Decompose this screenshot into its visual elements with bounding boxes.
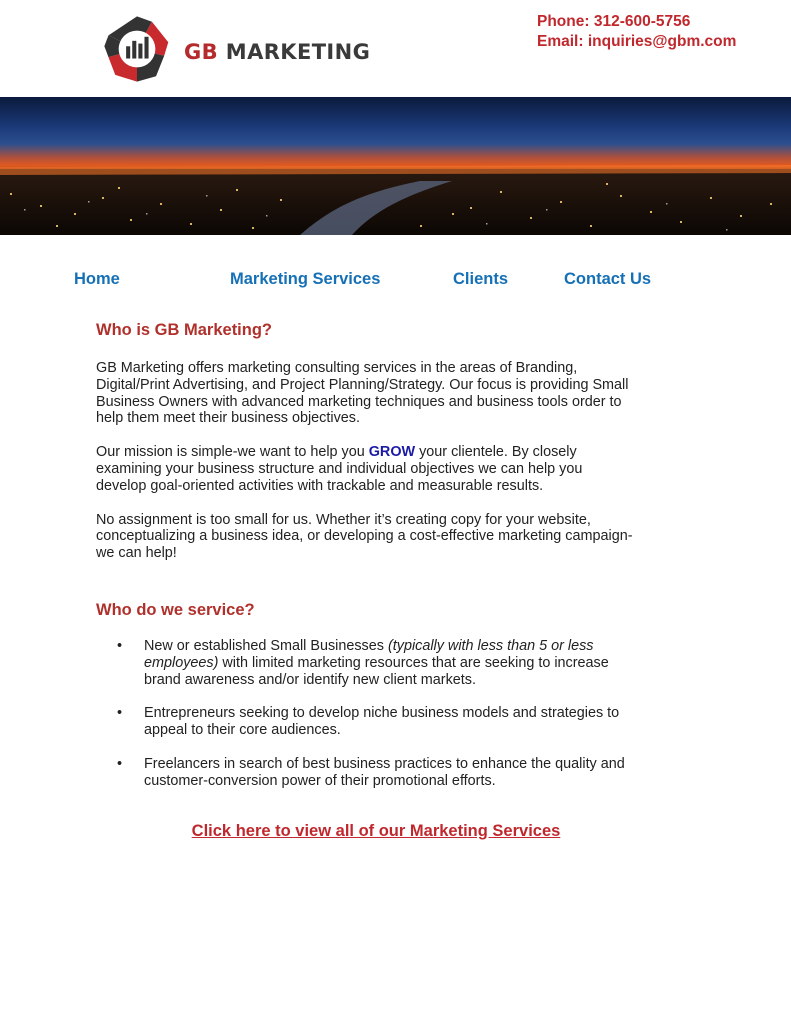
about-heading: Who is GB Marketing? (96, 321, 273, 339)
site-header (0, 0, 791, 96)
nav-clients[interactable]: Clients (453, 270, 509, 288)
list-item (96, 756, 636, 790)
brand-name-marketing: MARKETING (225, 40, 371, 64)
contact-info (537, 12, 736, 51)
grow-emphasis: GROW (368, 444, 416, 461)
brand-name-gb: GB (184, 40, 219, 64)
list-item (96, 638, 636, 688)
cta-container (0, 822, 752, 841)
list-item (96, 705, 636, 739)
phone-number[interactable]: Phone: 312-600-5756 (537, 13, 691, 30)
nav-contact-us[interactable]: Contact Us (564, 270, 652, 288)
email-link[interactable]: Email: inquiries@gbm.com (537, 32, 737, 50)
brand-name[interactable] (184, 40, 370, 64)
view-services-link[interactable]: Click here to view all of our Marketing Services (191, 822, 561, 840)
main-nav (0, 270, 791, 292)
bullet-icon: • (117, 705, 123, 722)
service-heading: Who do we service? (96, 600, 255, 619)
bullet-1-end: with limited marketing resources that are seeking to increase brand awareness and/or identify new client markets. (144, 654, 609, 688)
mission-text-end: your clientele. By closely examining your business structure and individual objectives we can help you develop goal-oriented activities with trackable and measurable results. (96, 444, 583, 494)
bullet-icon: • (117, 637, 123, 654)
nav-marketing-services[interactable]: Marketing Services (230, 270, 381, 288)
nav-home[interactable]: Home (74, 270, 120, 288)
about-paragraph-3: No assignment is too small for us. Whether it’s creating copy for your website, conceptualizing a business idea, or developing a cost-effective marketing campaign-we can help! (96, 511, 633, 562)
bullet-1-start: New or established Small Businesses (144, 637, 388, 654)
about-paragraph-1: GB Marketing offers marketing consulting services in the areas of Branding, Digital/Print Advertising, and Project Planning/Strategy. Our focus is providing Small Business Owners with advanced marketing techniques and business tools order to help them meet their business objectives. (96, 360, 629, 427)
bullet-icon: • (117, 755, 123, 772)
bullet-1-italic: (typically with less than 5 or less employees) (144, 637, 594, 671)
city-skyline-banner (0, 97, 791, 235)
gb-marketing-logo-icon[interactable] (103, 15, 171, 83)
service-list (96, 638, 636, 790)
main-content (96, 320, 636, 790)
bullet-3-text: Freelancers in search of best business practices to enhance the quality and customer-conversion power of their promotional efforts. (144, 755, 625, 789)
bullet-2-text: Entrepreneurs seeking to develop niche business models and strategies to appeal to their core audiences. (144, 705, 620, 739)
about-paragraph-2 (96, 444, 636, 494)
mission-text-start: Our mission is simple-we want to help you (96, 444, 369, 461)
